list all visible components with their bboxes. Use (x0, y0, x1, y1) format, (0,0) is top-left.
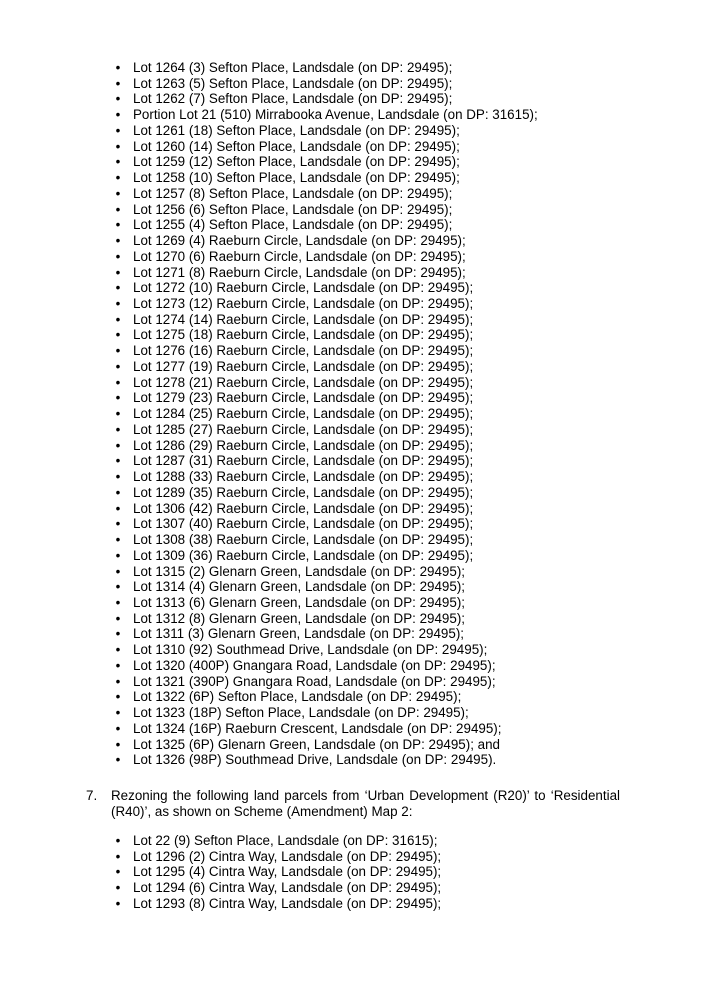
list-item-text: Lot 1269 (4) Raeburn Circle, Landsdale (on DP: 29495); (133, 233, 466, 249)
bullet-icon: • (115, 421, 121, 437)
bullet-icon: • (115, 390, 121, 406)
list-item (0, 265, 538, 281)
list-item (0, 249, 538, 265)
list-item (0, 359, 538, 375)
bullet-icon: • (115, 233, 121, 249)
bullet-icon: • (115, 201, 121, 217)
list-item (0, 453, 538, 469)
list-item-text: Lot 1324 (16P) Raeburn Crescent, Landsdale (on DP: 29495); (133, 720, 502, 736)
bullet-icon: • (115, 122, 121, 138)
list-item (0, 469, 538, 485)
list-item-text: Lot 1257 (8) Sefton Place, Landsdale (on DP: 29495); (133, 185, 453, 201)
list-item (0, 186, 538, 202)
bullet-icon: • (115, 75, 121, 91)
list-item-text: Lot 1284 (25) Raeburn Circle, Landsdale (on DP: 29495); (133, 406, 474, 422)
bullet-icon: • (115, 736, 121, 752)
list-item (0, 705, 538, 721)
bullet-icon: • (115, 752, 121, 768)
bullet-icon: • (115, 358, 121, 374)
list-item (0, 689, 538, 705)
bullet-icon: • (115, 107, 121, 123)
item-number: 7. (86, 788, 98, 803)
bullet-icon: • (115, 579, 121, 595)
list-item (0, 833, 441, 849)
list-item-text: Lot 22 (9) Sefton Place, Landsdale (on DP: 31615); (133, 833, 438, 848)
list-item (0, 737, 538, 753)
list-item-text: Lot 1273 (12) Raeburn Circle, Landsdale (on DP: 29495); (133, 296, 474, 312)
list-item-text: Portion Lot 21 (510) Mirrabooka Avenue, Landsdale (on DP: 31615); (133, 107, 538, 123)
bullet-icon: • (115, 264, 121, 280)
list-item (0, 501, 538, 517)
bullet-icon: • (115, 374, 121, 390)
list-item-text: Lot 1286 (29) Raeburn Circle, Landsdale (on DP: 29495); (133, 437, 474, 453)
list-item (0, 721, 538, 737)
bullet-icon: • (115, 500, 121, 516)
bullet-icon: • (115, 170, 121, 186)
bullet-icon: • (115, 673, 121, 689)
list-item-text: Lot 1312 (8) Glenarn Green, Landsdale (on DP: 29495); (133, 610, 466, 626)
bullet-icon: • (115, 217, 121, 233)
list-item (0, 548, 538, 564)
list-item (0, 202, 538, 218)
list-item-text: Lot 1311 (3) Glenarn Green, Landsdale (on DP: 29495); (133, 626, 465, 642)
list-item-text: Lot 1263 (5) Sefton Place, Landsdale (on DP: 29495); (133, 75, 453, 91)
list-item-text: Lot 1279 (23) Raeburn Circle, Landsdale (on DP: 29495); (133, 390, 474, 406)
list-item-text: Lot 1272 (10) Raeburn Circle, Landsdale (on DP: 29495); (133, 280, 474, 296)
list-item (0, 296, 538, 312)
bullet-icon: • (115, 185, 121, 201)
land-parcel-list-2 (0, 833, 441, 912)
list-item-text: Lot 1295 (4) Cintra Way, Landsdale (on DP: 29495); (133, 864, 442, 880)
list-item (0, 154, 538, 170)
list-item-text: Lot 1294 (6) Cintra Way, Landsdale (on DP: 29495); (133, 880, 442, 896)
list-item (0, 532, 538, 548)
bullet-icon: • (115, 610, 121, 626)
list-item-text: Lot 1320 (400P) Gnangara Road, Landsdale (on DP: 29495); (133, 657, 496, 673)
list-item (0, 752, 538, 768)
list-item (0, 864, 441, 880)
bullet-icon: • (115, 469, 121, 485)
list-item (0, 60, 538, 76)
list-item-text: Lot 1278 (21) Raeburn Circle, Landsdale (on DP: 29495); (133, 374, 474, 390)
list-item-text: Lot 1258 (10) Sefton Place, Landsdale (on DP: 29495); (133, 170, 460, 186)
list-item-text: Lot 1322 (6P) Sefton Place, Landsdale (on DP: 29495); (133, 689, 462, 705)
list-item-text: Lot 1275 (18) Raeburn Circle, Landsdale (on DP: 29495); (133, 327, 474, 343)
list-item-text: Lot 1296 (2) Cintra Way, Landsdale (on DP: 29495); (133, 848, 442, 864)
list-item-text: Lot 1310 (92) Southmead Drive, Landsdale (on DP: 29495); (133, 642, 488, 658)
bullet-icon: • (115, 532, 121, 548)
list-item (0, 485, 538, 501)
bullet-icon: • (115, 563, 121, 579)
bullet-icon: • (115, 880, 121, 896)
bullet-icon: • (115, 833, 121, 848)
item-text: Rezoning the following land parcels from ‘Urban Development (R20)’ to ‘Residential (R40)’, as shown on Scheme (Amendment) Map 2: (111, 788, 620, 819)
list-item-text: Lot 1326 (98P) Southmead Drive, Landsdale (on DP: 29495). (133, 752, 497, 768)
list-item-text: Lot 1271 (8) Raeburn Circle, Landsdale (on DP: 29495); (133, 264, 466, 280)
list-item-text: Lot 1315 (2) Glenarn Green, Landsdale (on DP: 29495); (133, 563, 466, 579)
bullet-icon: • (115, 343, 121, 359)
bullet-icon: • (115, 154, 121, 170)
bullet-icon: • (115, 705, 121, 721)
list-item-text: Lot 1277 (19) Raeburn Circle, Landsdale (on DP: 29495); (133, 358, 474, 374)
list-item-text: Lot 1293 (8) Cintra Way, Landsdale (on DP: 29495); (133, 895, 442, 911)
list-item (0, 564, 538, 580)
list-item-text: Lot 1270 (6) Raeburn Circle, Landsdale (on DP: 29495); (133, 248, 466, 264)
bullet-icon: • (115, 689, 121, 705)
list-item-text: Lot 1274 (14) Raeburn Circle, Landsdale (on DP: 29495); (133, 311, 474, 327)
list-item-text: Lot 1307 (40) Raeburn Circle, Landsdale (on DP: 29495); (133, 516, 474, 532)
list-item (0, 123, 538, 139)
list-item (0, 343, 538, 359)
list-item (0, 91, 538, 107)
bullet-icon: • (115, 248, 121, 264)
list-item (0, 233, 538, 249)
list-item (0, 438, 538, 454)
list-item-text: Lot 1264 (3) Sefton Place, Landsdale (on DP: 29495); (133, 60, 453, 75)
bullet-icon: • (115, 296, 121, 312)
bullet-icon: • (115, 848, 121, 864)
list-item-text: Lot 1261 (18) Sefton Place, Landsdale (on DP: 29495); (133, 122, 460, 138)
list-item (0, 76, 538, 92)
list-item (0, 579, 538, 595)
bullet-icon: • (115, 720, 121, 736)
list-item-text: Lot 1287 (31) Raeburn Circle, Landsdale (on DP: 29495); (133, 453, 474, 469)
list-item-text: Lot 1262 (7) Sefton Place, Landsdale (on DP: 29495); (133, 91, 453, 107)
bullet-icon: • (115, 547, 121, 563)
list-item (0, 896, 441, 912)
list-item (0, 880, 441, 896)
list-item (0, 139, 538, 155)
bullet-icon: • (115, 453, 121, 469)
list-item (0, 170, 538, 186)
list-item (0, 217, 538, 233)
list-item-text: Lot 1321 (390P) Gnangara Road, Landsdale (on DP: 29495); (133, 673, 496, 689)
bullet-icon: • (115, 516, 121, 532)
list-item-text: Lot 1256 (6) Sefton Place, Landsdale (on DP: 29495); (133, 201, 453, 217)
list-item (0, 849, 441, 865)
list-item-text: Lot 1309 (36) Raeburn Circle, Landsdale (on DP: 29495); (133, 547, 474, 563)
bullet-icon: • (115, 406, 121, 422)
bullet-icon: • (115, 484, 121, 500)
bullet-icon: • (115, 91, 121, 107)
bullet-icon: • (115, 138, 121, 154)
list-item (0, 107, 538, 123)
list-item (0, 422, 538, 438)
list-item (0, 516, 538, 532)
list-item (0, 626, 538, 642)
list-item (0, 375, 538, 391)
list-item-text: Lot 1260 (14) Sefton Place, Landsdale (on DP: 29495); (133, 138, 460, 154)
bullet-icon: • (115, 626, 121, 642)
bullet-icon: • (115, 60, 121, 75)
list-item (0, 674, 538, 690)
list-item-text: Lot 1306 (42) Raeburn Circle, Landsdale (on DP: 29495); (133, 500, 474, 516)
list-item-text: Lot 1259 (12) Sefton Place, Landsdale (on DP: 29495); (133, 154, 460, 170)
list-item (0, 312, 538, 328)
list-item (0, 595, 538, 611)
bullet-icon: • (115, 895, 121, 911)
bullet-icon: • (115, 311, 121, 327)
list-item-text: Lot 1285 (27) Raeburn Circle, Landsdale (on DP: 29495); (133, 421, 474, 437)
list-item-text: Lot 1288 (33) Raeburn Circle, Landsdale (on DP: 29495); (133, 469, 474, 485)
list-item (0, 658, 538, 674)
bullet-icon: • (115, 594, 121, 610)
numbered-item-7 (86, 788, 620, 819)
list-item-text: Lot 1323 (18P) Sefton Place, Landsdale (on DP: 29495); (133, 705, 469, 721)
list-item (0, 280, 538, 296)
bullet-icon: • (115, 437, 121, 453)
list-item (0, 390, 538, 406)
list-item (0, 642, 538, 658)
list-item-text: Lot 1314 (4) Glenarn Green, Landsdale (on DP: 29495); (133, 579, 466, 595)
bullet-icon: • (115, 864, 121, 880)
bullet-icon: • (115, 657, 121, 673)
list-item (0, 611, 538, 627)
list-item-text: Lot 1308 (38) Raeburn Circle, Landsdale (on DP: 29495); (133, 532, 474, 548)
land-parcel-list-1 (0, 60, 538, 768)
list-item-text: Lot 1255 (4) Sefton Place, Landsdale (on DP: 29495); (133, 217, 453, 233)
bullet-icon: • (115, 327, 121, 343)
bullet-icon: • (115, 642, 121, 658)
list-item-text: Lot 1313 (6) Glenarn Green, Landsdale (on DP: 29495); (133, 594, 466, 610)
bullet-icon: • (115, 280, 121, 296)
list-item (0, 406, 538, 422)
list-item-text: Lot 1325 (6P) Glenarn Green, Landsdale (on DP: 29495); and (133, 736, 500, 752)
list-item (0, 327, 538, 343)
list-item-text: Lot 1276 (16) Raeburn Circle, Landsdale (on DP: 29495); (133, 343, 474, 359)
list-item-text: Lot 1289 (35) Raeburn Circle, Landsdale (on DP: 29495); (133, 484, 474, 500)
